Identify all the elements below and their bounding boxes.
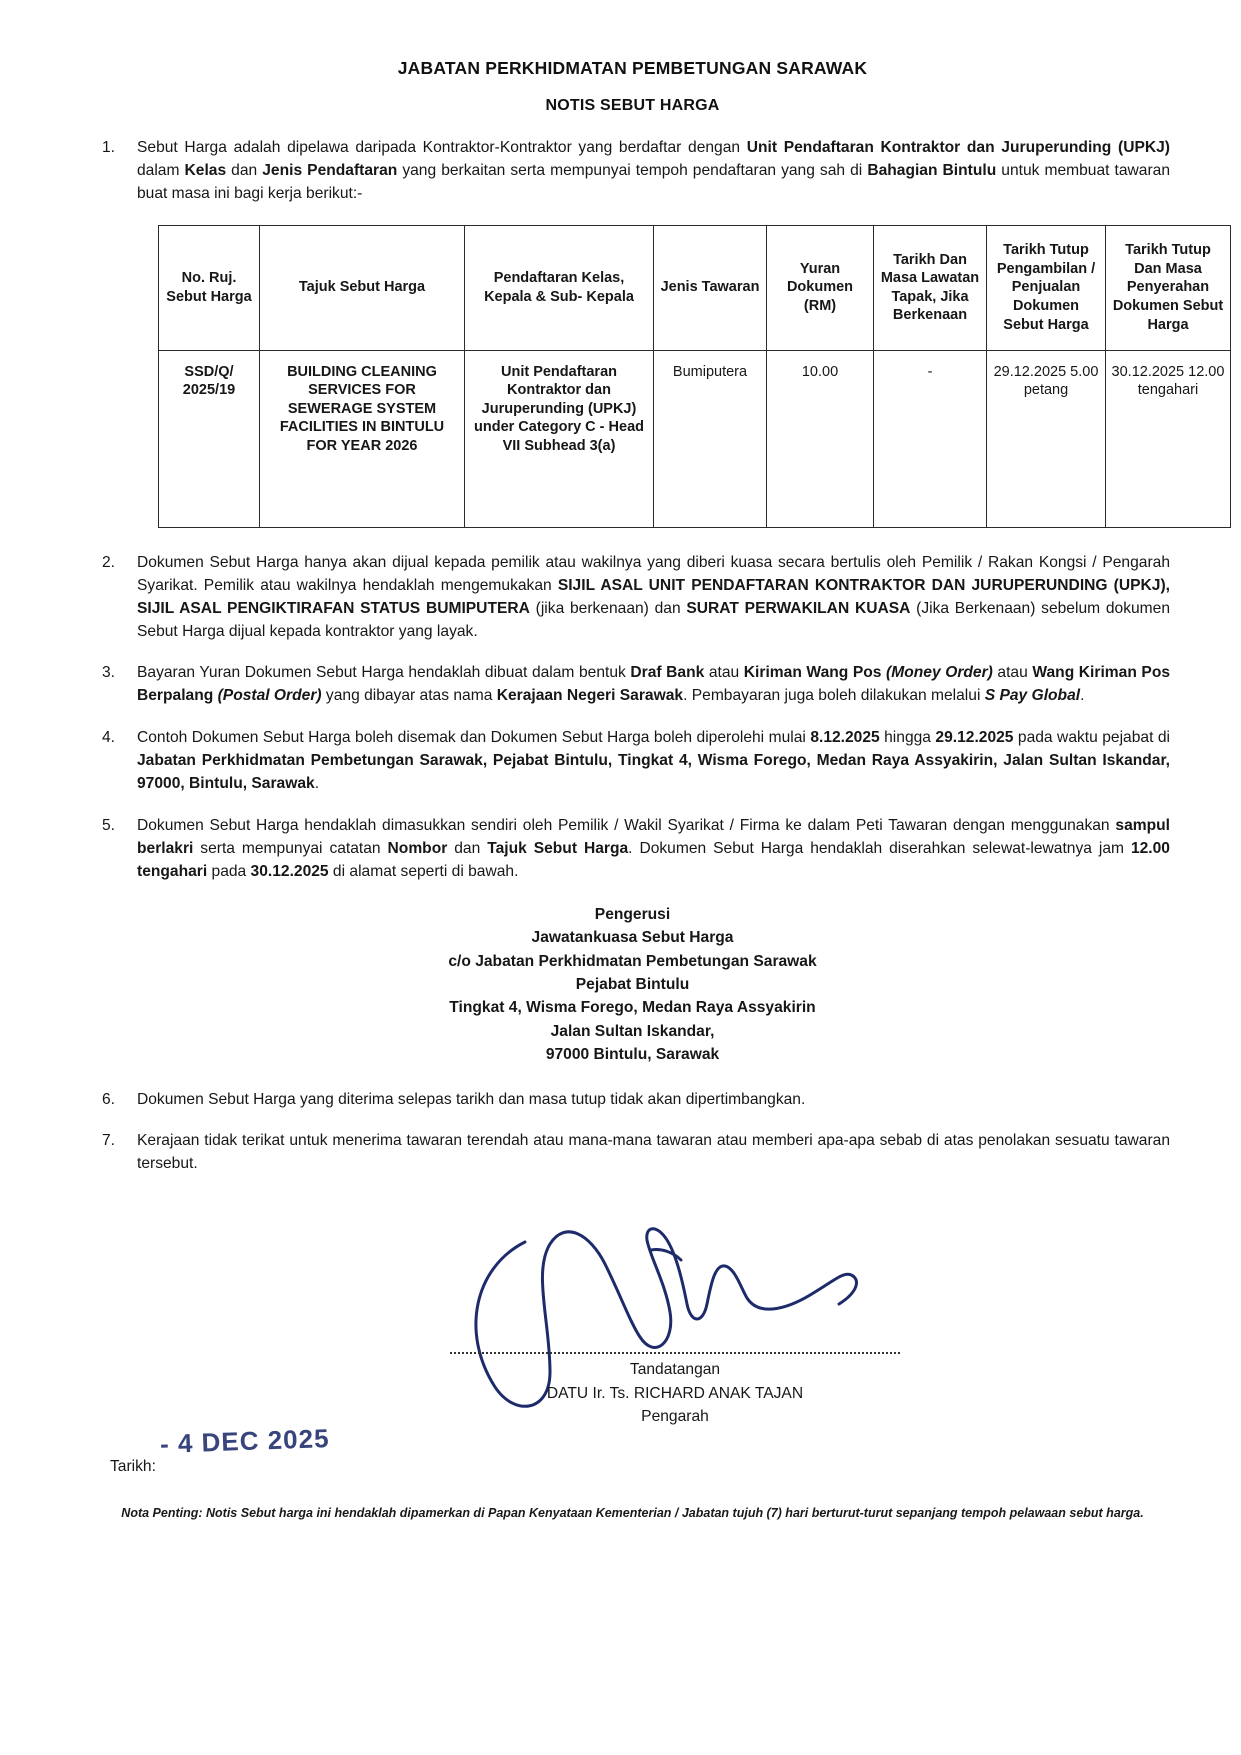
clause-4-t4: . bbox=[314, 775, 320, 793]
clause-1-t3: dan bbox=[226, 161, 263, 179]
clause-3-b1: Draf Bank bbox=[630, 664, 705, 682]
signature-label: Tandatangan bbox=[629, 1361, 721, 1379]
clause-7 bbox=[95, 1130, 1170, 1176]
th-title: Tajuk Sebut Harga bbox=[260, 225, 465, 350]
clause-1-number: 1. bbox=[101, 139, 115, 156]
date-stamp: - 4 DEC 2025 bbox=[159, 1423, 330, 1459]
clause-6 bbox=[95, 1089, 1170, 1112]
clause-3-number: 3. bbox=[101, 664, 115, 682]
cell-closing-submission: 30.12.2025 12.00 tengahari bbox=[1106, 350, 1231, 527]
clause-2-number: 2. bbox=[101, 553, 115, 571]
th-offer-type: Jenis Tawaran bbox=[654, 225, 767, 350]
page-title: JABATAN PERKHIDMATAN PEMBETUNGAN SARAWAK bbox=[397, 58, 868, 78]
footnote: Nota Penting: Notis Sebut harga ini hendaklah dipamerkan di Papan Kenyataan Kementerian / Jabatan tujuh (7) hari berturut-turut sepanjang tempoh pelawaan sebut harga. bbox=[121, 1506, 1144, 1520]
clause-5-t4: . Dokumen Sebut Harga hendaklah diserahkan selewat-lewatnya jam bbox=[628, 839, 1131, 857]
clause-5-t6: di alamat seperti di bawah. bbox=[328, 862, 519, 880]
cell-fee: 10.00 bbox=[767, 350, 874, 527]
clause-2-t1: Dokumen Sebut Harga hanya akan dijual kepada pemilik atau wakilnya yang diberi kuasa secara bertulis oleh Pemilik / Rakan Kongsi / Pengarah Syarikat. Pemilik atau wakilnya hendaklah mengemukakan bbox=[137, 553, 1170, 594]
clause-4-number: 4. bbox=[101, 729, 115, 747]
clause-6-text: Dokumen Sebut Harga yang diterima selepas tarikh dan masa tutup tidak akan dipertimbangkan. bbox=[137, 1090, 806, 1108]
clause-5-b4: 12.00 tengahari bbox=[137, 839, 1170, 880]
clause-4-b1: 8.12.2025 bbox=[810, 729, 880, 747]
clause-3-i2: (Postal Order) bbox=[217, 687, 322, 705]
address-line-1: Pengerusi bbox=[594, 905, 671, 923]
clause-2-t2: (jika berkenaan) dan bbox=[529, 599, 687, 617]
th-site-visit: Tarikh Dan Masa Lawatan Tapak, Jika Berkenaan bbox=[874, 225, 987, 350]
clause-5-t3: dan bbox=[447, 839, 488, 857]
clause-5-b2: Nombor bbox=[387, 839, 448, 857]
clause-1-b2: Kelas bbox=[184, 161, 227, 179]
clause-7-number: 7. bbox=[101, 1132, 115, 1150]
th-closing-submission: Tarikh Tutup Dan Masa Penyerahan Dokumen Sebut Harga bbox=[1106, 225, 1231, 350]
clause-6-number: 6. bbox=[101, 1090, 115, 1108]
clause-2-text bbox=[137, 552, 1170, 644]
clause-5-number: 5. bbox=[101, 817, 115, 835]
clause-5-t1: Dokumen Sebut Harga hendaklah dimasukkan sendiri oleh Pemilik / Wakil Syarikat / Firma ke dalam Peti Tawaran dengan menggunakan bbox=[137, 817, 1116, 835]
clause-3-t4: yang dibayar atas nama bbox=[321, 687, 497, 705]
address-line-2: Jawatankuasa Sebut Harga bbox=[531, 929, 734, 947]
cell-closing-purchase: 29.12.2025 5.00 petang bbox=[987, 350, 1106, 527]
clause-2-t3: (Jika Berkenaan) sebelum dokumen Sebut Harga dijual kepada kontraktor yang layak. bbox=[137, 599, 1170, 640]
address-line-5: Tingkat 4, Wisma Forego, Medan Raya Assyakirin bbox=[449, 999, 816, 1017]
clause-3-b4: Kerajaan Negeri Sarawak bbox=[496, 687, 684, 705]
date-label: Tarikh: bbox=[110, 1458, 156, 1475]
table-row bbox=[159, 350, 1231, 527]
clause-7-text: Kerajaan tidak terikat untuk menerima tawaran terendah atau mana-mana tawaran atau memberi apa-apa sebab di atas penolakan sesuatu tawaran tersebut. bbox=[137, 1132, 1170, 1173]
clause-3-t3: atau bbox=[992, 664, 1033, 682]
clause-5-b5: 30.12.2025 bbox=[250, 862, 329, 880]
clause-4-b3: Jabatan Perkhidmatan Pembetungan Sarawak, Pejabat Bintulu, Tingkat 4, Wisma Forego, Medan Raya Assyakirin, Jalan Sultan Iskandar, 97000, Bintulu, Sarawak bbox=[137, 752, 1170, 793]
clause-2-b1: SIJIL ASAL UNIT PENDAFTARAN KONTRAKTOR DAN JURUPERUNDING (UPKJ), SIJIL ASAL PENGIKTIRAFAN STATUS BUMIPUTERA bbox=[137, 576, 1170, 617]
clause-5-b1: sampul berlakri bbox=[137, 817, 1170, 857]
page-subtitle: NOTIS SEBUT HARGA bbox=[545, 97, 720, 114]
clause-3-i1: (Money Order) bbox=[886, 664, 993, 682]
clause-4-t2: hingga bbox=[879, 729, 936, 747]
clause-5-b3: Tajuk Sebut Harga bbox=[487, 839, 629, 857]
clause-1-b3: Jenis Pendaftaran bbox=[262, 161, 398, 179]
clause-3 bbox=[95, 662, 1170, 708]
signature-line bbox=[450, 1352, 900, 1354]
clause-3-b3: Wang Kiriman Pos Berpalang bbox=[137, 664, 1171, 705]
table-head bbox=[159, 225, 1231, 350]
th-ref: No. Ruj. Sebut Harga bbox=[159, 225, 260, 350]
clause-2-b2: SURAT PERWAKILAN KUASA bbox=[686, 599, 911, 617]
table-header-row bbox=[159, 225, 1231, 350]
clause-1-t1: Sebut Harga adalah dipelawa daripada Kontraktor-Kontraktor yang berdaftar dengan bbox=[137, 139, 747, 156]
document-body bbox=[95, 58, 1225, 1520]
sebut-harga-table bbox=[158, 225, 1231, 528]
clause-5-text bbox=[137, 815, 1170, 884]
clause-1-b4: Bahagian Bintulu bbox=[867, 161, 997, 179]
clause-1-t2: dalam bbox=[137, 161, 185, 179]
clause-3-t6: . bbox=[1080, 687, 1085, 705]
cell-offer-type: Bumiputera bbox=[654, 350, 767, 527]
signatory-position: Pengarah bbox=[641, 1408, 709, 1426]
clause-1-text bbox=[137, 137, 1170, 206]
clause-5 bbox=[95, 815, 1170, 884]
clause-3-text bbox=[137, 662, 1170, 708]
clause-2 bbox=[95, 552, 1170, 644]
clause-3-t1: Bayaran Yuran Dokumen Sebut Harga hendaklah dibuat dalam bentuk bbox=[137, 664, 631, 682]
address-line-7: 97000 Bintulu, Sarawak bbox=[545, 1046, 720, 1064]
address-block bbox=[95, 903, 1170, 1067]
clause-5-t2: serta mempunyai catatan bbox=[193, 839, 388, 857]
table-body bbox=[159, 350, 1231, 527]
signatory-name: DATU Ir. Ts. RICHARD ANAK TAJAN bbox=[546, 1384, 804, 1402]
clause-3-i3: S Pay Global bbox=[984, 687, 1081, 705]
clause-4-t1: Contoh Dokumen Sebut Harga boleh disemak dan Dokumen Sebut Harga boleh diperolehi mulai bbox=[137, 729, 811, 747]
th-closing-purchase: Tarikh Tutup Pengambilan / Penjualan Dokumen Sebut Harga bbox=[987, 225, 1106, 350]
th-fee: Yuran Dokumen (RM) bbox=[767, 225, 874, 350]
address-line-4: Pejabat Bintulu bbox=[575, 976, 690, 993]
cell-title: BUILDING CLEANING SERVICES FOR SEWERAGE SYSTEM FACILITIES IN BINTULU FOR YEAR 2026 bbox=[260, 350, 465, 527]
th-registration: Pendaftaran Kelas, Kepala & Sub- Kepala bbox=[465, 225, 654, 350]
clause-1-t5: untuk membuat tawaran buat masa ini bagi kerja berikut:- bbox=[137, 161, 1171, 202]
signature-area bbox=[95, 1200, 1170, 1450]
clause-3-t2: atau bbox=[704, 664, 744, 682]
clause-4-t3: pada waktu pejabat di bbox=[1013, 729, 1170, 747]
cell-site-visit: - bbox=[874, 350, 987, 527]
clause-1 bbox=[95, 137, 1170, 206]
clause-4-b2: 29.12.2025 bbox=[935, 729, 1014, 747]
clause-4-text bbox=[137, 727, 1170, 796]
cell-registration: Unit Pendaftaran Kontraktor dan Juruperunding (UPKJ) under Category C - Head VII Subhead 3(a) bbox=[465, 350, 654, 527]
clause-5-t5: pada bbox=[207, 862, 251, 880]
address-line-3: c/o Jabatan Perkhidmatan Pembetungan Sarawak bbox=[448, 952, 817, 970]
clause-1-b1: Unit Pendaftaran Kontraktor dan Juruperunding (UPKJ) bbox=[746, 139, 1170, 156]
clause-3-t5: . Pembayaran juga boleh dilakukan melalui bbox=[683, 687, 985, 705]
clause-3-b2: Kiriman Wang Pos bbox=[743, 664, 882, 682]
cell-ref: SSD/Q/ 2025/19 bbox=[159, 350, 260, 527]
clause-4 bbox=[95, 727, 1170, 796]
clause-1-t4: yang berkaitan serta mempunyai tempoh pendaftaran yang sah di bbox=[397, 161, 868, 179]
signature-caption bbox=[450, 1358, 900, 1428]
address-line-6: Jalan Sultan Iskandar, bbox=[550, 1022, 715, 1040]
